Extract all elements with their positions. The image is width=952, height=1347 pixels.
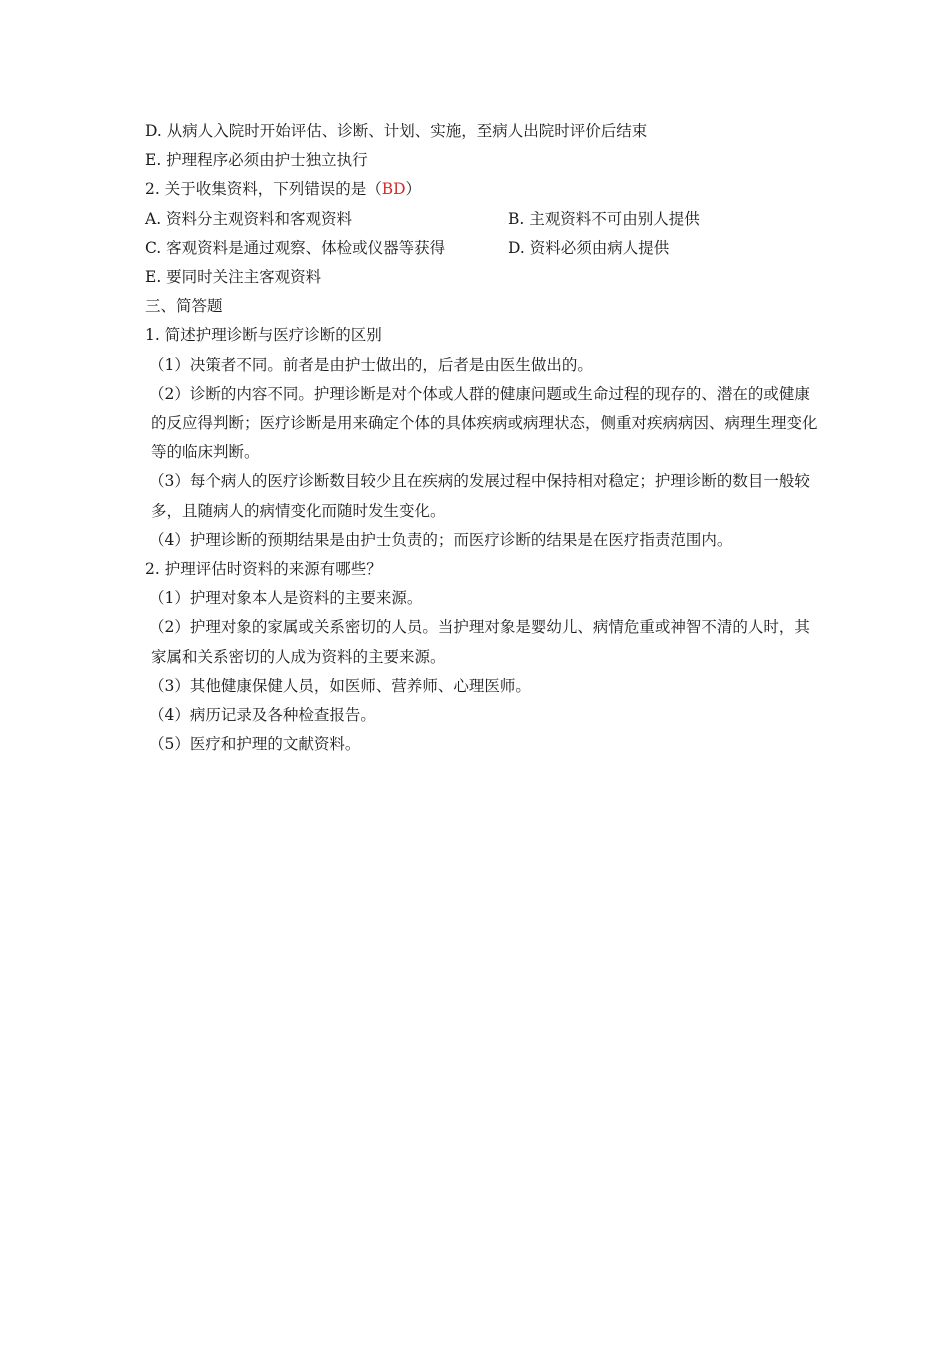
short-answer-2-point-3: （3）其他健康保健人员，如医师、营养师、心理医师。	[149, 676, 531, 695]
short-answer-1-point-2: （2）诊断的内容不同。护理诊断是对个体或人群的健康问题或生命过程的现存的、潜在的或健康的反应得判断；医疗诊断是用来确定个体的具体疾病或病理状态，侧重对疾病病因、病理生理变化等的临床判断。	[149, 384, 818, 462]
q1-option-d: D. 从病人入院时开始评估、诊断、计划、实施，至病人出院时评价后结束	[145, 122, 648, 140]
short-answer-1-point-1: （1）决策者不同。前者是由护士做出的，后者是由医生做出的。	[149, 355, 593, 374]
section-heading: 三、简答题	[145, 297, 223, 316]
q2-stem-suffix: ）	[405, 180, 422, 199]
q2-answer: BD	[381, 180, 406, 199]
q2-options-row-2	[145, 234, 825, 263]
document-content	[145, 117, 825, 759]
short-answer-1-point-4: （4）护理诊断的预期结果是由护士负责的；而医疗诊断的结果是在医疗指责范围内。	[149, 530, 733, 549]
q2-option-e: E. 要同时关注主客观资料	[145, 268, 322, 287]
q2-options-row-1	[145, 205, 825, 234]
short-answer-2-point-4: （4）病历记录及各种检查报告。	[149, 706, 376, 725]
q2-option-d: D. 资料必须由病人提供	[508, 238, 670, 257]
short-answer-2-point-1: （1）护理对象本人是资料的主要来源。	[149, 589, 423, 608]
short-answer-2-point-5: （5）医疗和护理的文献资料。	[149, 735, 361, 754]
q2-stem	[145, 175, 825, 204]
short-answer-2-title: 2. 护理评估时资料的来源有哪些？	[145, 560, 382, 579]
q1-option-e: E. 护理程序必须由护士独立执行	[145, 151, 368, 170]
short-answer-1-point-3: （3）每个病人的医疗诊断数目较少且在疾病的发展过程中保持相对稳定；护理诊断的数目一般较多，且随病人的病情变化而随时发生变化。	[149, 472, 810, 520]
q2-stem-prefix: 2. 关于收集资料，下列错误的是（	[145, 180, 382, 199]
q2-option-a: A. 资料分主观资料和客观资料	[145, 209, 353, 228]
q2-option-b: B. 主观资料不可由别人提供	[508, 209, 700, 228]
short-answer-1-title: 1. 简述护理诊断与医疗诊断的区别	[145, 326, 382, 345]
q2-option-c: C. 客观资料是通过观察、体检或仪器等获得	[145, 238, 446, 257]
short-answer-2-point-2: （2）护理对象的家属或关系密切的人员。当护理对象是婴幼儿、病情危重或神智不清的人时，其家属和关系密切的人成为资料的主要来源。	[149, 618, 810, 666]
